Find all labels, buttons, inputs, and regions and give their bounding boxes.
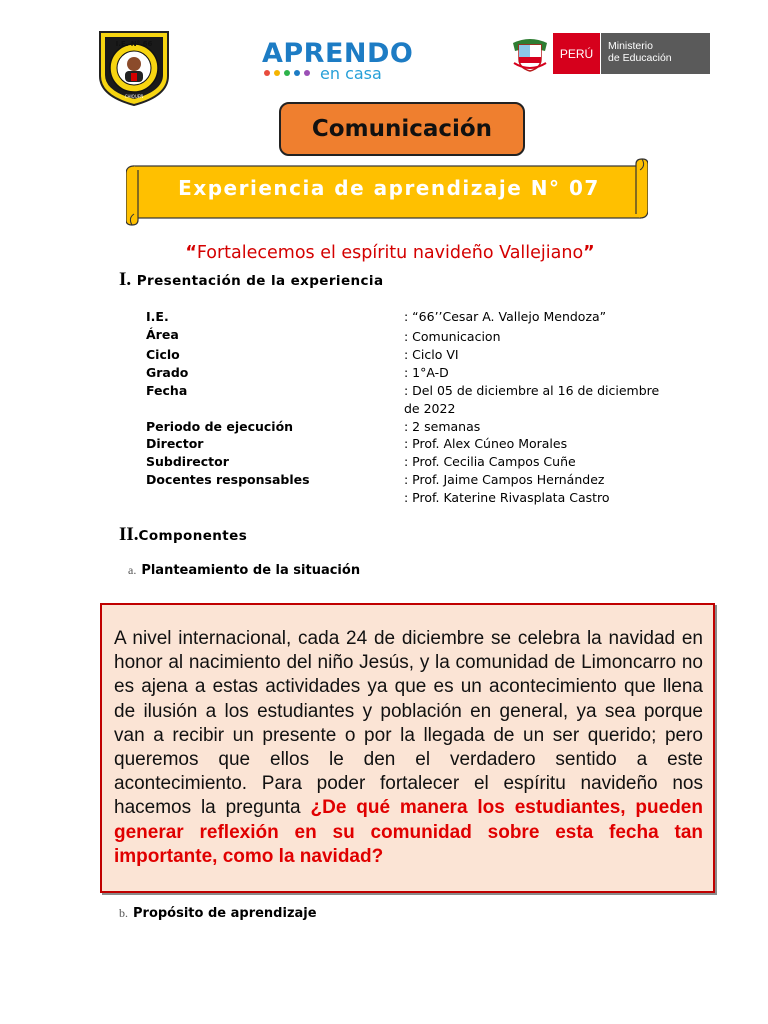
info-value: : “66’’Cesar A. Vallejo Mendoza” xyxy=(404,309,607,324)
info-value: : Prof. Cecilia Campos Cuñe xyxy=(404,454,576,469)
subsection-a-title: Planteamiento de la situación xyxy=(141,563,361,578)
section2-heading xyxy=(119,524,247,546)
situation-question: ¿De qué manera los estudiantes, pueden generar reflexión en su comunidad sobre esta fecha tan importante, como la navidad? xyxy=(114,797,703,867)
school-logo-text: I.E. N° 66 xyxy=(115,40,153,48)
section2-number: II. xyxy=(119,524,139,545)
info-label: Director xyxy=(146,436,204,451)
info-value: : 1°A-D xyxy=(404,365,449,380)
info-label: Fecha xyxy=(146,383,188,398)
info-value: : Del 05 de diciembre al 16 de diciembre xyxy=(404,383,660,398)
experience-title: Experiencia de aprendizaje N° 07 xyxy=(178,176,600,200)
minedu-logo xyxy=(509,33,710,74)
subsection-b xyxy=(119,906,317,921)
peru-label: PERÚ xyxy=(553,33,600,74)
school-logo-bottom: CHIQUEÑ xyxy=(124,94,144,99)
school-logo xyxy=(97,30,171,106)
peru-shield-icon xyxy=(509,33,551,74)
aprendo-title: APRENDO xyxy=(262,38,414,69)
theme-close-quote: ” xyxy=(583,243,595,263)
subsection-a xyxy=(128,563,360,578)
info-label: Periodo de ejecución xyxy=(146,419,294,434)
info-value: : 2 semanas xyxy=(404,419,481,434)
subject-title: Comunicación xyxy=(279,102,525,156)
situation-body: A nivel internacional, cada 24 de diciembre se celebra la navidad en honor al nacimiento del niño Jesús, y la comunidad de Limoncarro no es ajena a estas actividades ya que es un acontecimiento que llena de ilusión a los estudiantes y población en general, ya sea porque van a recibir un presente o por la llegada de un ser querido; pero queremos que ellos le den el verdadero sentido a este acontecimiento. Para poder fortalecer el espíritu navideño nos hacemos la pregunta xyxy=(114,628,703,819)
section2-title: Componentes xyxy=(138,528,248,544)
info-label: Subdirector xyxy=(146,454,229,469)
section1-heading xyxy=(119,269,383,291)
info-label: I.E. xyxy=(146,309,169,324)
info-value: : Prof. Katerine Rivasplata Castro xyxy=(404,490,610,505)
aprendo-en-casa-logo xyxy=(262,38,414,85)
info-value: : Ciclo VI xyxy=(404,347,459,362)
ministry-label xyxy=(601,33,710,74)
aprendo-dots xyxy=(264,70,310,76)
situation-box xyxy=(100,603,715,893)
aprendo-subtitle: en casa xyxy=(320,64,382,83)
info-value: de 2022 xyxy=(404,401,456,416)
info-label: Grado xyxy=(146,365,189,380)
info-label: Área xyxy=(146,327,179,342)
subsection-a-letter: a. xyxy=(128,563,137,577)
theme-title xyxy=(110,243,670,263)
ministry-line1: Ministerio xyxy=(608,40,653,52)
subsection-b-title: Propósito de aprendizaje xyxy=(133,906,317,921)
subsection-b-letter: b. xyxy=(119,906,128,920)
info-label: Docentes responsables xyxy=(146,472,310,487)
section1-number: I. xyxy=(119,269,132,290)
theme-text: Fortalecemos el espíritu navideño Vallejiano xyxy=(196,243,584,263)
info-label: Ciclo xyxy=(146,347,180,362)
section1-title: Presentación de la experiencia xyxy=(136,273,384,289)
info-value: : Prof. Alex Cúneo Morales xyxy=(404,436,568,451)
situation-text xyxy=(114,627,703,869)
info-value: : Prof. Jaime Campos Hernández xyxy=(404,472,605,487)
ministry-line2: de Educación xyxy=(608,52,672,64)
info-value: : Comunicacion xyxy=(404,329,501,344)
theme-open-quote: “ xyxy=(185,243,197,263)
